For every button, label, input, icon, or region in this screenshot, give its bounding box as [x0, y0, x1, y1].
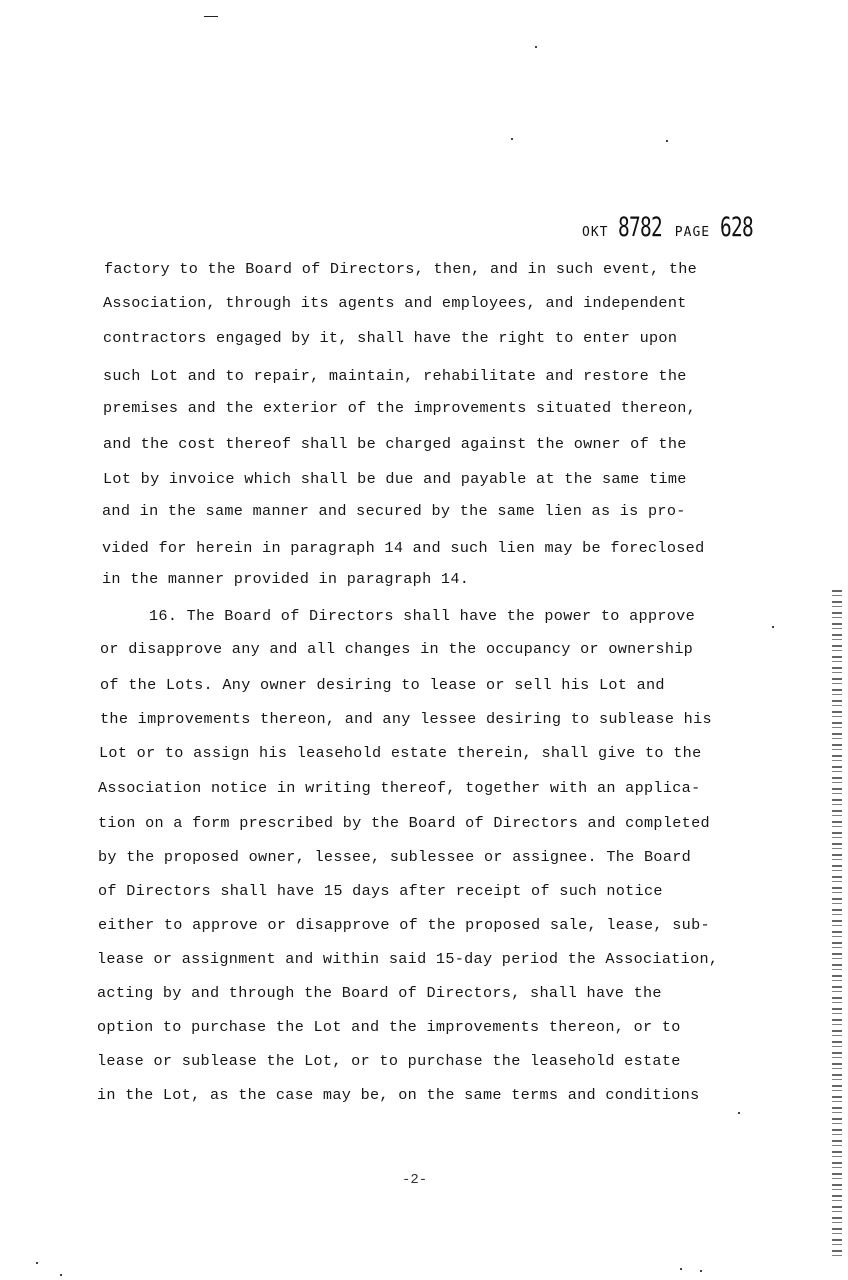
text-line: and the cost thereof shall be charged against the owner of the — [103, 435, 687, 453]
text-line: premises and the exterior of the improvements situated thereon, — [103, 399, 697, 417]
scan-edge-artifact — [832, 590, 842, 1260]
text-line: or disapprove any and all changes in the occupancy or ownership — [100, 640, 694, 658]
text-line: such Lot and to repair, maintain, rehabilitate and restore the — [103, 367, 687, 385]
text-line: lease or sublease the Lot, or to purchase the leasehold estate — [97, 1052, 681, 1070]
scan-speck — [511, 138, 513, 140]
paragraph-16-start: 16. The Board of Directors shall have the power to approve — [149, 607, 696, 625]
text-line: contractors engaged by it, shall have the right to enter upon — [103, 329, 678, 347]
text-line: factory to the Board of Directors, then, and in such event, the — [104, 260, 698, 278]
scan-speck — [60, 1274, 62, 1276]
scan-speck — [36, 1262, 38, 1264]
book-prefix: OKT — [582, 225, 609, 240]
scan-speck — [666, 140, 668, 142]
text-line: Association, through its agents and employees, and independent — [103, 294, 687, 312]
text-line: and in the same manner and secured by the same lien as is pro- — [102, 502, 686, 520]
text-line: in the manner provided in paragraph 14. — [102, 570, 470, 588]
scan-speck — [772, 626, 774, 628]
scan-dash-top — [204, 16, 218, 17]
text-line: lease or assignment and within said 15-day period the Association, — [97, 950, 719, 968]
page-prefix: PAGE — [674, 225, 711, 240]
text-line: by the proposed owner, lessee, sublessee or assignee. The Board — [98, 848, 692, 866]
text-line: option to purchase the Lot and the improvements thereon, or to — [97, 1018, 681, 1036]
scan-speck — [738, 1112, 740, 1114]
text-line: either to approve or disapprove of the proposed sale, lease, sub- — [98, 916, 710, 934]
page-number: 628 — [719, 212, 753, 243]
text-line: tion on a form prescribed by the Board of Directors and completed — [98, 814, 710, 832]
text-line: Association notice in writing thereof, together with an applica- — [98, 779, 701, 797]
text-line: in the Lot, as the case may be, on the same terms and conditions — [97, 1086, 700, 1104]
scan-speck — [535, 46, 537, 48]
text-line: acting by and through the Board of Directors, shall have the — [97, 984, 662, 1002]
text-line: the improvements thereon, and any lessee desiring to sublease his — [100, 710, 712, 728]
text-line: Lot by invoice which shall be due and payable at the same time — [103, 470, 687, 488]
text-line: vided for herein in paragraph 14 and such lien may be foreclosed — [102, 539, 705, 557]
scan-speck — [700, 1270, 702, 1272]
book-number: 8782 — [618, 212, 663, 243]
book-page-reference — [582, 212, 766, 243]
scan-speck — [680, 1268, 682, 1270]
text-line: Lot or to assign his leasehold estate therein, shall give to the — [99, 744, 702, 762]
page-footer-mark: -2- — [402, 1172, 428, 1188]
text-line: of the Lots. Any owner desiring to lease or sell his Lot and — [100, 676, 665, 694]
text-line: of Directors shall have 15 days after receipt of such notice — [98, 882, 663, 900]
